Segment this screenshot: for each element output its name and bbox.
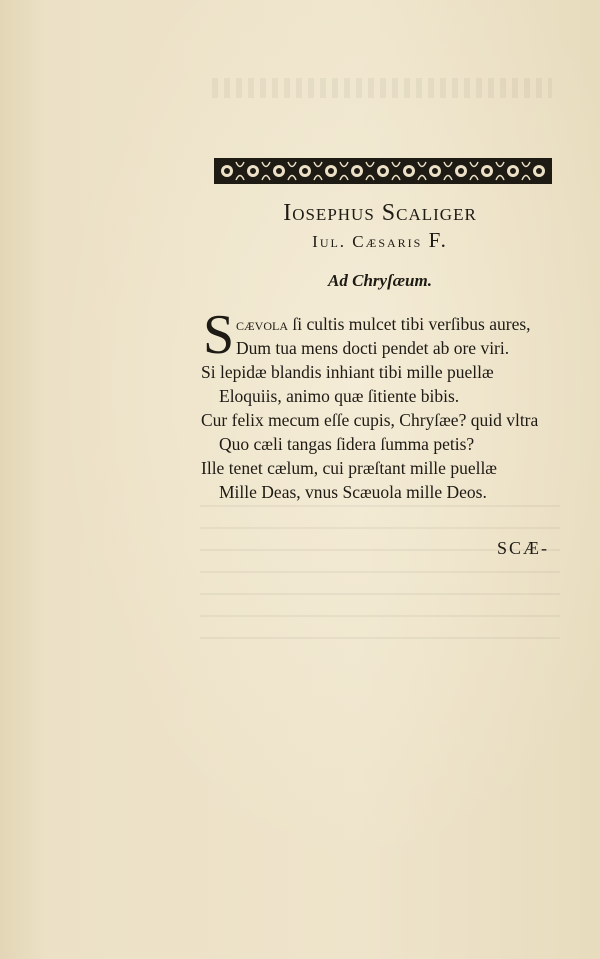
author-initial: I — [283, 200, 293, 226]
patronymic-rest: ul. Cæsaris — [319, 232, 423, 251]
printers-ornament — [214, 158, 552, 184]
author-patronymic — [190, 228, 570, 253]
verse-line-1-text: ſi cultis mulcet tibi verſibus aures, — [292, 314, 531, 334]
verse-line: Mille Deas, vnus Scæuola mille Deos. — [219, 482, 487, 502]
author-name — [190, 200, 570, 227]
verse-line: Quo cæli tangas ſidera ſumma petis? — [219, 434, 475, 454]
first-word: cævola — [236, 314, 289, 334]
catchword: SCÆ- — [497, 538, 550, 558]
verse-line: Si lepidæ blandis inhiant tibi mille puellæ — [201, 362, 494, 382]
show-through-ornament — [212, 78, 552, 98]
author-name-rest: osephus Scaliger — [292, 200, 477, 226]
drop-cap: S — [203, 304, 235, 366]
show-through-band-1 — [200, 505, 560, 645]
filius-abbrev: F. — [428, 228, 448, 252]
verse-line: Cur felix mecum eſſe cupis, Chryſæe? quid vltra — [201, 410, 539, 430]
verse-line — [236, 313, 531, 335]
verse-line: Dum tua mens docti pendet ab ore viri. — [236, 338, 510, 358]
verse-line: Ille tenet cælum, cui præſtant mille puellæ — [201, 458, 497, 478]
verse-line: Eloquiis, animo quæ ſitiente bibis. — [219, 386, 460, 406]
patronymic-initial: I — [312, 232, 320, 251]
poem-heading: Ad Chryſæum. — [328, 271, 432, 290]
